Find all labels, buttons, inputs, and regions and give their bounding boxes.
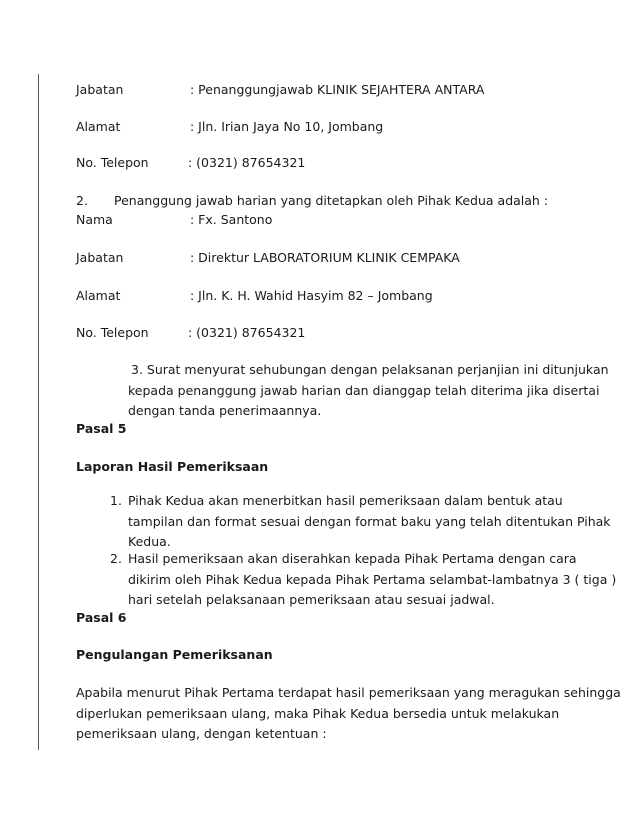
pasal5-item1-line: Kedua.: [128, 534, 171, 549]
jabatan2-label: Jabatan: [76, 250, 124, 265]
alamat-label: Alamat: [76, 119, 121, 134]
page-margin-line: [38, 74, 39, 750]
pasal5-title: Laporan Hasil Pemeriksaan: [76, 459, 269, 474]
telepon2-label: No. Telepon: [76, 325, 149, 340]
pasal5-item1-number: 1.: [110, 493, 122, 508]
pasal5-item1-line: Pihak Kedua akan menerbitkan hasil pemeriksaan dalam bentuk atau: [128, 493, 563, 508]
pasal5-item1-line: tampilan dan format sesuai dengan format baku yang telah ditentukan Pihak: [128, 514, 611, 529]
pasal6-paragraph-line: diperlukan pemeriksaan ulang, maka Pihak Kedua bersedia untuk melakukan: [76, 706, 560, 721]
nama-label: Nama: [76, 212, 113, 227]
pasal5-item2-line: dikirim oleh Pihak Kedua kepada Pihak Pertama selambat-lambatnya 3 ( tiga ): [128, 572, 617, 587]
pasal5-item2-number: 2.: [110, 551, 122, 566]
telepon-label: No. Telepon: [76, 155, 149, 170]
nama-value: : Fx. Santono: [190, 212, 273, 227]
jabatan-value: : Penanggungjawab KLINIK SEJAHTERA ANTARA: [190, 82, 485, 97]
item3-line: 3. Surat menyurat sehubungan dengan pelaksanan perjanjian ini ditunjukan: [131, 362, 609, 377]
telepon2-value: : (0321) 87654321: [188, 325, 306, 340]
alamat2-value: : Jln. K. H. Wahid Hasyim 82 – Jombang: [190, 288, 433, 303]
pasal5-item2-line: hari setelah pelaksanaan pemeriksaan atau sesuai jadwal.: [128, 592, 495, 607]
alamat-value: : Jln. Irian Jaya No 10, Jombang: [190, 119, 384, 134]
pasal6-heading: Pasal 6: [76, 610, 127, 625]
pasal5-item2-line: Hasil pemeriksaan akan diserahkan kepada Pihak Pertama dengan cara: [128, 551, 577, 566]
item3-line: dengan tanda penerimaannya.: [128, 403, 322, 418]
item2-number: 2.: [76, 193, 88, 208]
pasal6-paragraph-line: pemeriksaan ulang, dengan ketentuan :: [76, 726, 327, 741]
item3-line: kepada penanggung jawab harian dan dianggap telah diterima jika disertai: [128, 383, 600, 398]
telepon-value: : (0321) 87654321: [188, 155, 306, 170]
pasal6-title: Pengulangan Pemeriksanan: [76, 647, 273, 662]
jabatan2-value: : Direktur LABORATORIUM KLINIK CEMPAKA: [190, 250, 460, 265]
alamat2-label: Alamat: [76, 288, 121, 303]
pasal5-heading: Pasal 5: [76, 421, 127, 436]
item2-text: Penanggung jawab harian yang ditetapkan oleh Pihak Kedua adalah :: [114, 193, 549, 208]
jabatan-label: Jabatan: [76, 82, 124, 97]
pasal6-paragraph-line: Apabila menurut Pihak Pertama terdapat hasil pemeriksaan yang meragukan sehingga: [76, 685, 621, 700]
